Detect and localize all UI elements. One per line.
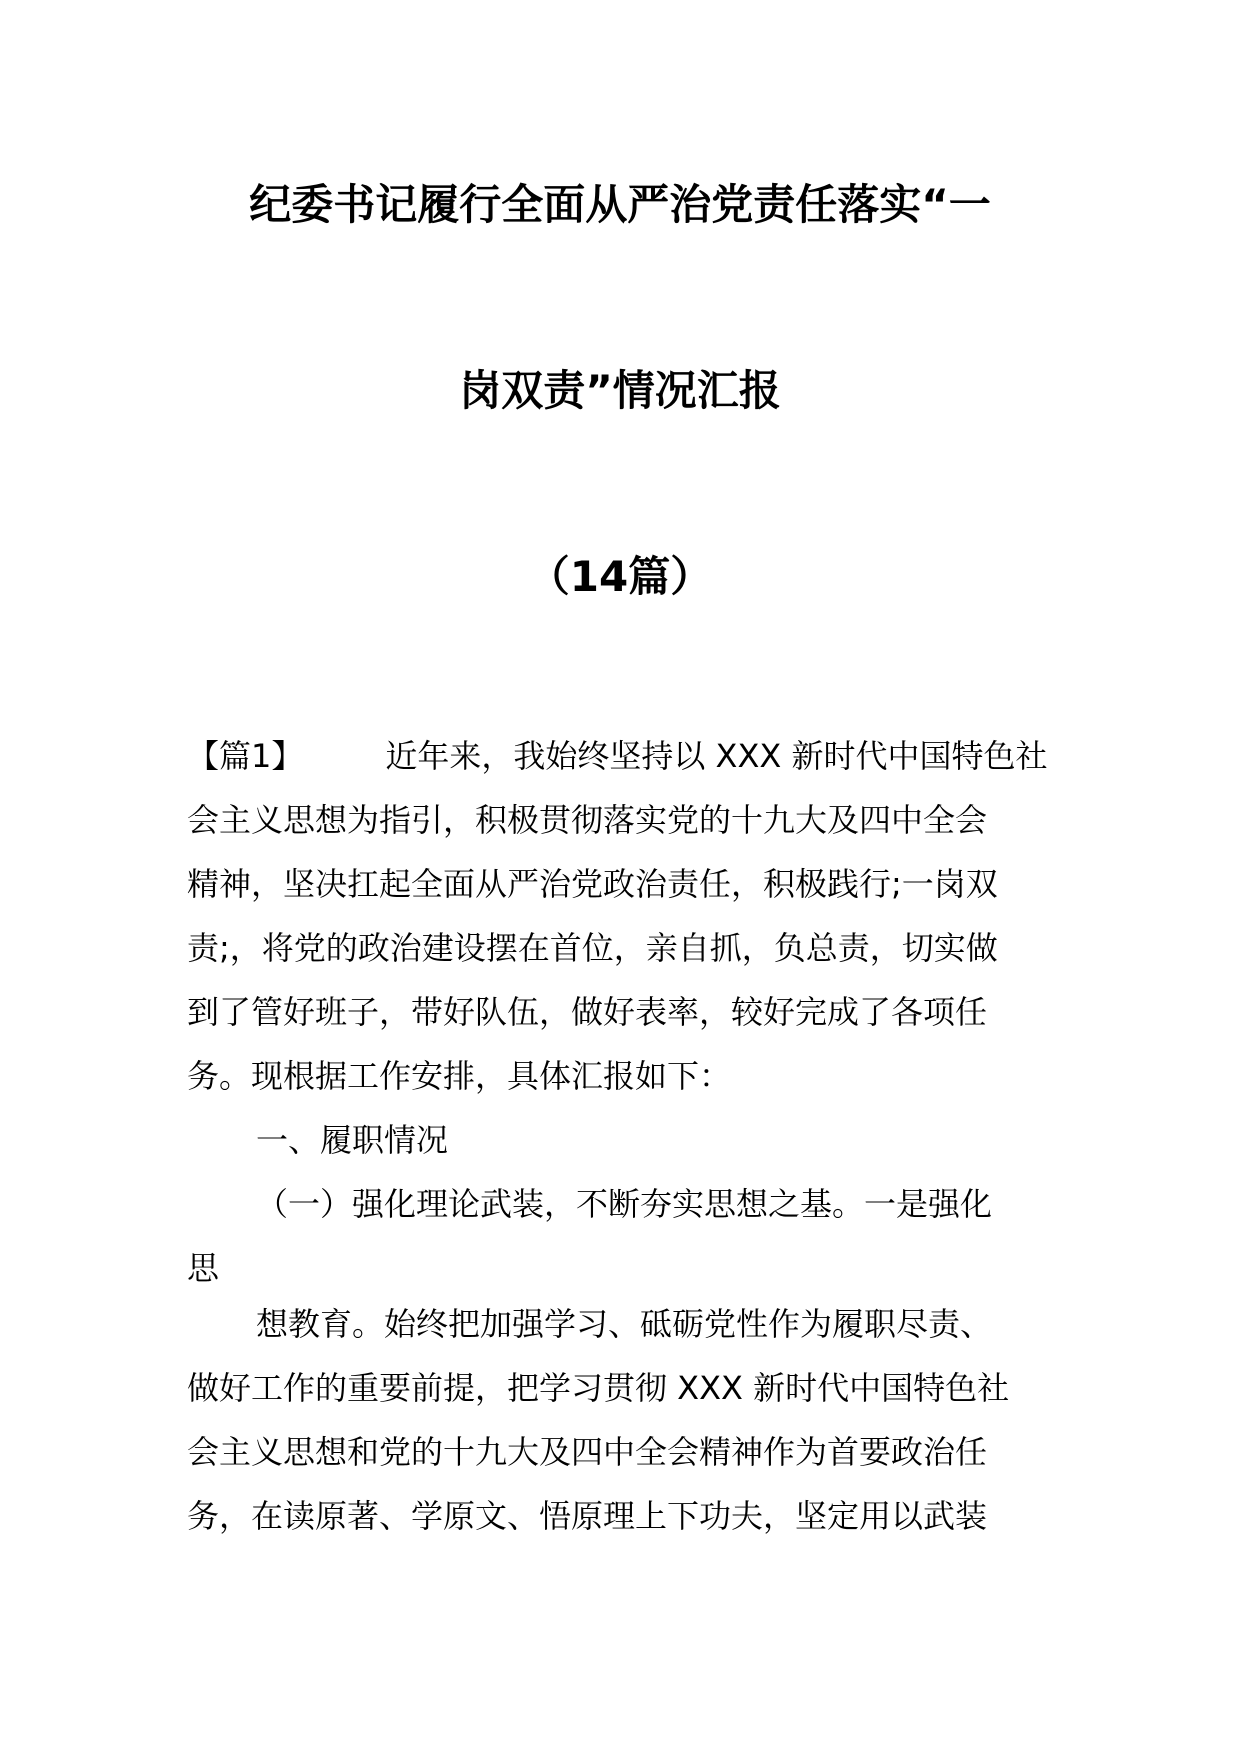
body-text-block-2 (187, 1292, 1057, 1548)
paragraph-line: 会主义思想为指引，积极贯彻落实党的十九大及四中全会 (187, 801, 988, 839)
document-subtitle: （14篇） (527, 552, 713, 601)
paragraph-line: 会主义思想和党的十九大及四中全会精神作为首要政治任 (187, 1433, 988, 1471)
document-title-line-2: 岗双责”情况汇报 (459, 366, 781, 415)
paragraph-line: 到了管好班子，带好队伍，做好表率，较好完成了各项任 (187, 993, 988, 1031)
paragraph-line: 责;，将党的政治建设摆在首位，亲自抓，负总责，切实做 (187, 929, 998, 967)
section-label: 【篇1】 (187, 737, 304, 775)
paragraph-line: 想教育。始终把加强学习、砥砺党性作为履职尽责、 (256, 1305, 993, 1343)
paragraph-line: 思 (187, 1249, 220, 1287)
body-text-block-1 (187, 724, 1057, 1300)
paragraph-line (187, 724, 1057, 788)
document-title-line-1: 纪委书记履行全面从严治党责任落实“一 (249, 180, 991, 229)
paragraph-line-text: 近年来，我始终坚持以 XXX 新时代中国特色社 (385, 737, 1048, 775)
paragraph-line: 精神，坚决扛起全面从严治党政治责任，积极践行;一岗双 (187, 865, 998, 903)
section-heading: 一、履职情况 (256, 1121, 449, 1159)
paragraph-line: 做好工作的重要前提，把学习贯彻 XXX 新时代中国特色社 (187, 1369, 1010, 1407)
paragraph-line: 务。现根据工作安排，具体汇报如下： (187, 1057, 732, 1095)
subsection-heading: （一）强化理论武装，不断夯实思想之基。一是强化 (256, 1185, 993, 1223)
paragraph-line: 务，在读原著、学原文、悟原理上下功夫，坚定用以武装 (187, 1497, 988, 1535)
